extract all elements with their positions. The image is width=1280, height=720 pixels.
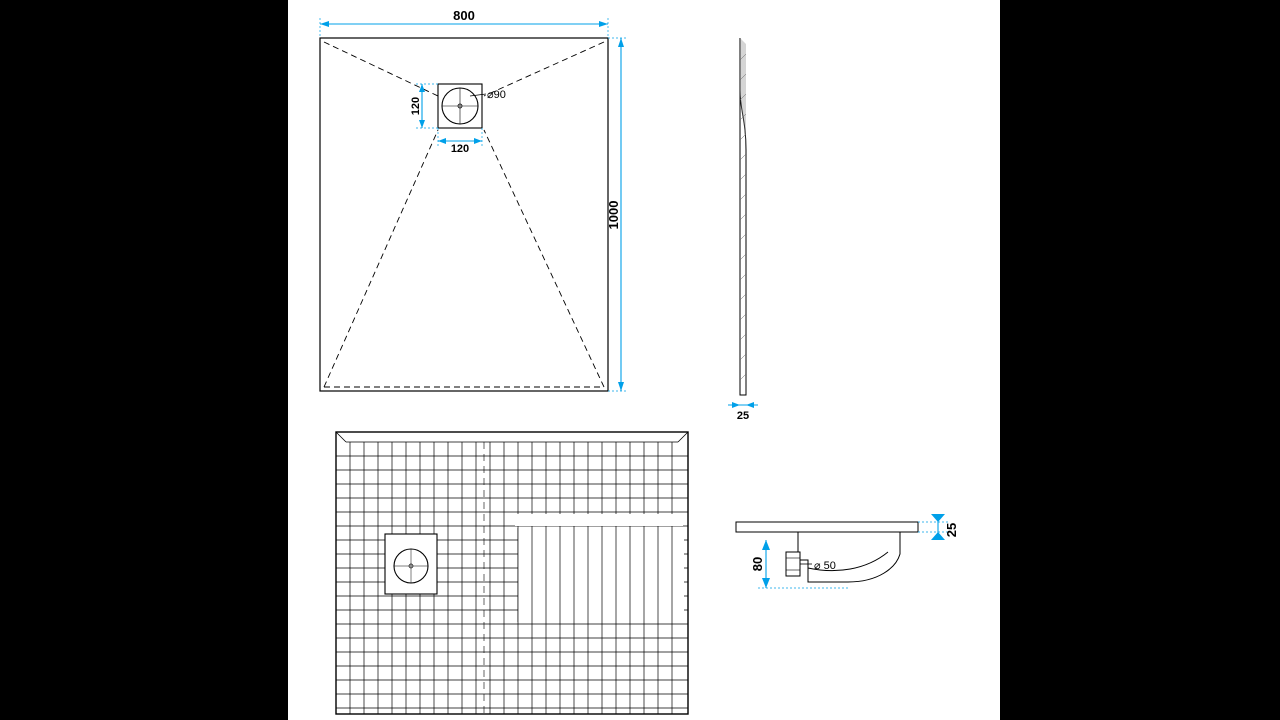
drain-detail-view — [736, 514, 959, 588]
label-thickness-25: 25 — [736, 410, 750, 422]
dimension-detail-thickness-25 — [918, 514, 959, 540]
label-height-1000: 1000 — [606, 200, 621, 230]
leader-outlet-diameter — [800, 560, 836, 572]
label-drain-horizontal-120: 120 — [450, 143, 470, 155]
label-outlet-diameter-50: ⌀ 50 — [814, 560, 836, 572]
label-drain-diameter-90: ⌀90 — [487, 89, 506, 101]
dimension-thickness-25 — [728, 402, 758, 422]
label-width-800: 800 — [453, 8, 475, 23]
dimension-width-800 — [320, 8, 608, 38]
dimension-drain-horizontal-120 — [438, 128, 482, 155]
technical-drawing — [288, 0, 1000, 720]
leader-drain-diameter — [470, 89, 506, 101]
label-detail-thickness-25: 25 — [944, 522, 959, 538]
top-view-shower-tray — [320, 8, 628, 391]
drawing-sheet — [288, 0, 1000, 720]
side-section-view — [728, 38, 758, 422]
label-detail-height-80: 80 — [750, 556, 765, 572]
dimension-height-1000 — [606, 38, 628, 391]
bottom-grid-view — [336, 432, 688, 714]
dimension-drain-vertical-120 — [410, 84, 440, 128]
label-drain-vertical-120: 120 — [410, 96, 422, 116]
